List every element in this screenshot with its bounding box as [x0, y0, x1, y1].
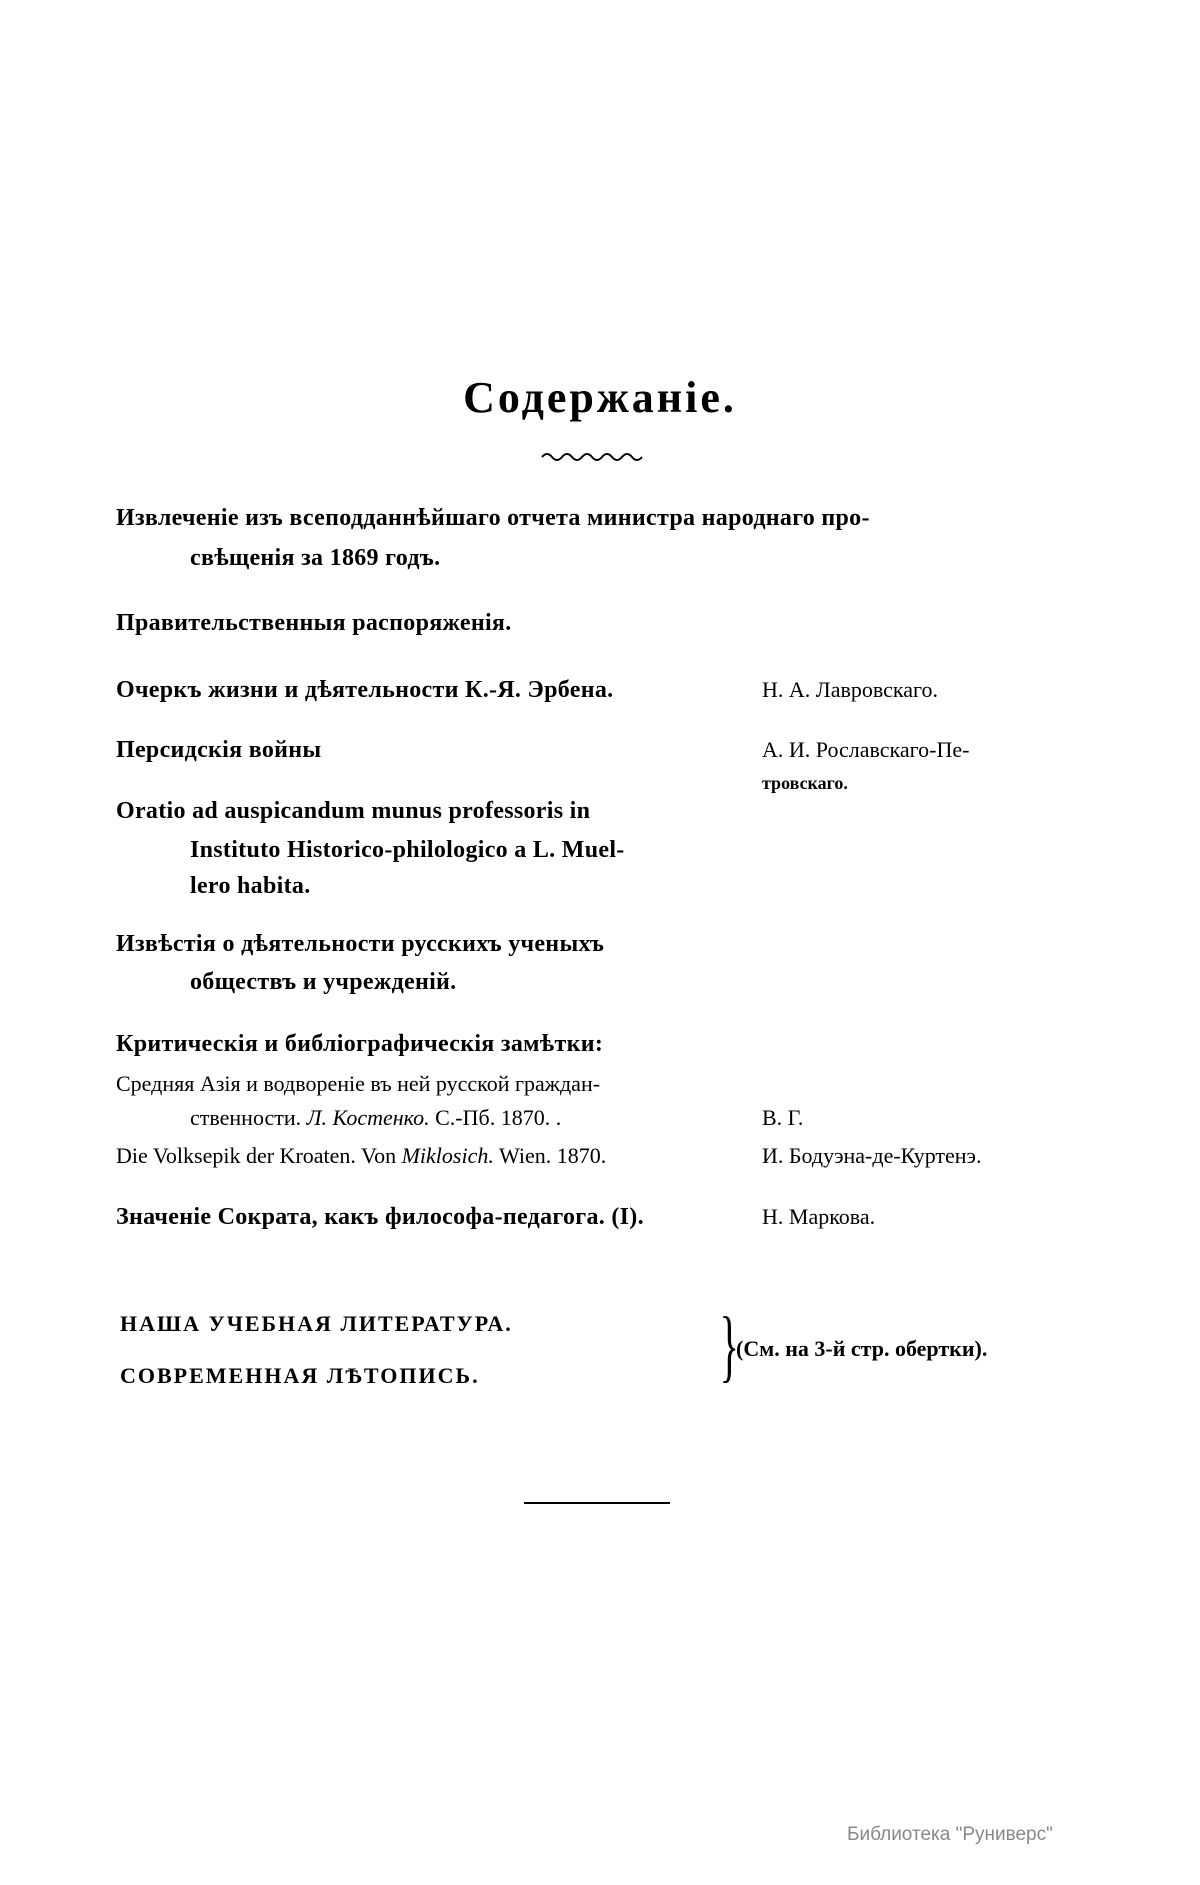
entry-oratio-cont2: lero habita. [190, 873, 311, 899]
ornament-squiggle [540, 450, 650, 464]
entry-erben: Очеркъ жизни и дѣятельности К.-Я. Эрбена. [116, 677, 614, 703]
watermark: Библиотека "Руниверс" [847, 1824, 1053, 1845]
entry-government-orders: Правительственныя распоряженія. [116, 610, 512, 636]
entry-persian-wars: Персидскія войны [116, 737, 322, 763]
entry-critical-notes: Критическія и библіографическія замѣтки: [116, 1031, 604, 1057]
author-roslavsky-cont: тровскаго. [762, 773, 848, 793]
footer-textbooks: НАША УЧЕБНАЯ ЛИТЕРАТУРА. [120, 1311, 513, 1336]
brace-icon: } [719, 1302, 739, 1390]
author-lavrovsky: Н. А. Лавровскаго. [762, 677, 938, 702]
author-vg: В. Г. [762, 1105, 804, 1130]
entry-ministry-report: Извлеченіе изъ всеподданнѣйшаго отчета министра народнаго про- [116, 505, 870, 531]
entry-socrates: Значеніе Сократа, какъ философа-педагога. (I). [116, 1204, 644, 1230]
entry-societies-cont: обществъ и учрежденій. [190, 969, 457, 995]
entry-oratio-cont1: Instituto Historico-philologico a L. Muel- [190, 837, 625, 863]
author-roslavsky: А. И. Рославскаго-Пе- [762, 737, 970, 762]
end-rule [524, 1502, 670, 1504]
review-central-asia-cont [190, 1107, 561, 1129]
author-baudouin: И. Бодуэна-де-Куртенэ. [762, 1143, 982, 1168]
page-title: Содержаніе. [463, 373, 737, 422]
review-text: ственности. [190, 1105, 302, 1130]
review-volksepik [116, 1145, 606, 1167]
review-central-asia: Средняя Азія и водвореніе въ ней русской граждан- [116, 1071, 601, 1096]
entry-ministry-report-cont: свѣщенія за 1869 годъ. [190, 545, 441, 571]
review-imprint: С.-Пб. 1870. . [435, 1105, 562, 1130]
footer-chronicle: СОВРЕМЕННАЯ ЛѢТОПИСЬ. [120, 1363, 480, 1388]
review-text: Die Volksepik der Kroaten. Von [116, 1143, 397, 1168]
footer-note: (См. на 3-й стр. обертки). [736, 1336, 988, 1361]
entry-oratio: Oratio ad auspicandum munus professoris in [116, 798, 591, 824]
review-imprint: Wien. 1870. [498, 1143, 607, 1168]
entry-societies: Извѣстія о дѣятельности русскихъ ученыхъ [116, 931, 605, 957]
author-markov: Н. Маркова. [762, 1204, 876, 1229]
review-author: Miklosich. [401, 1143, 494, 1168]
review-author: Л. Костенко. [306, 1105, 430, 1130]
